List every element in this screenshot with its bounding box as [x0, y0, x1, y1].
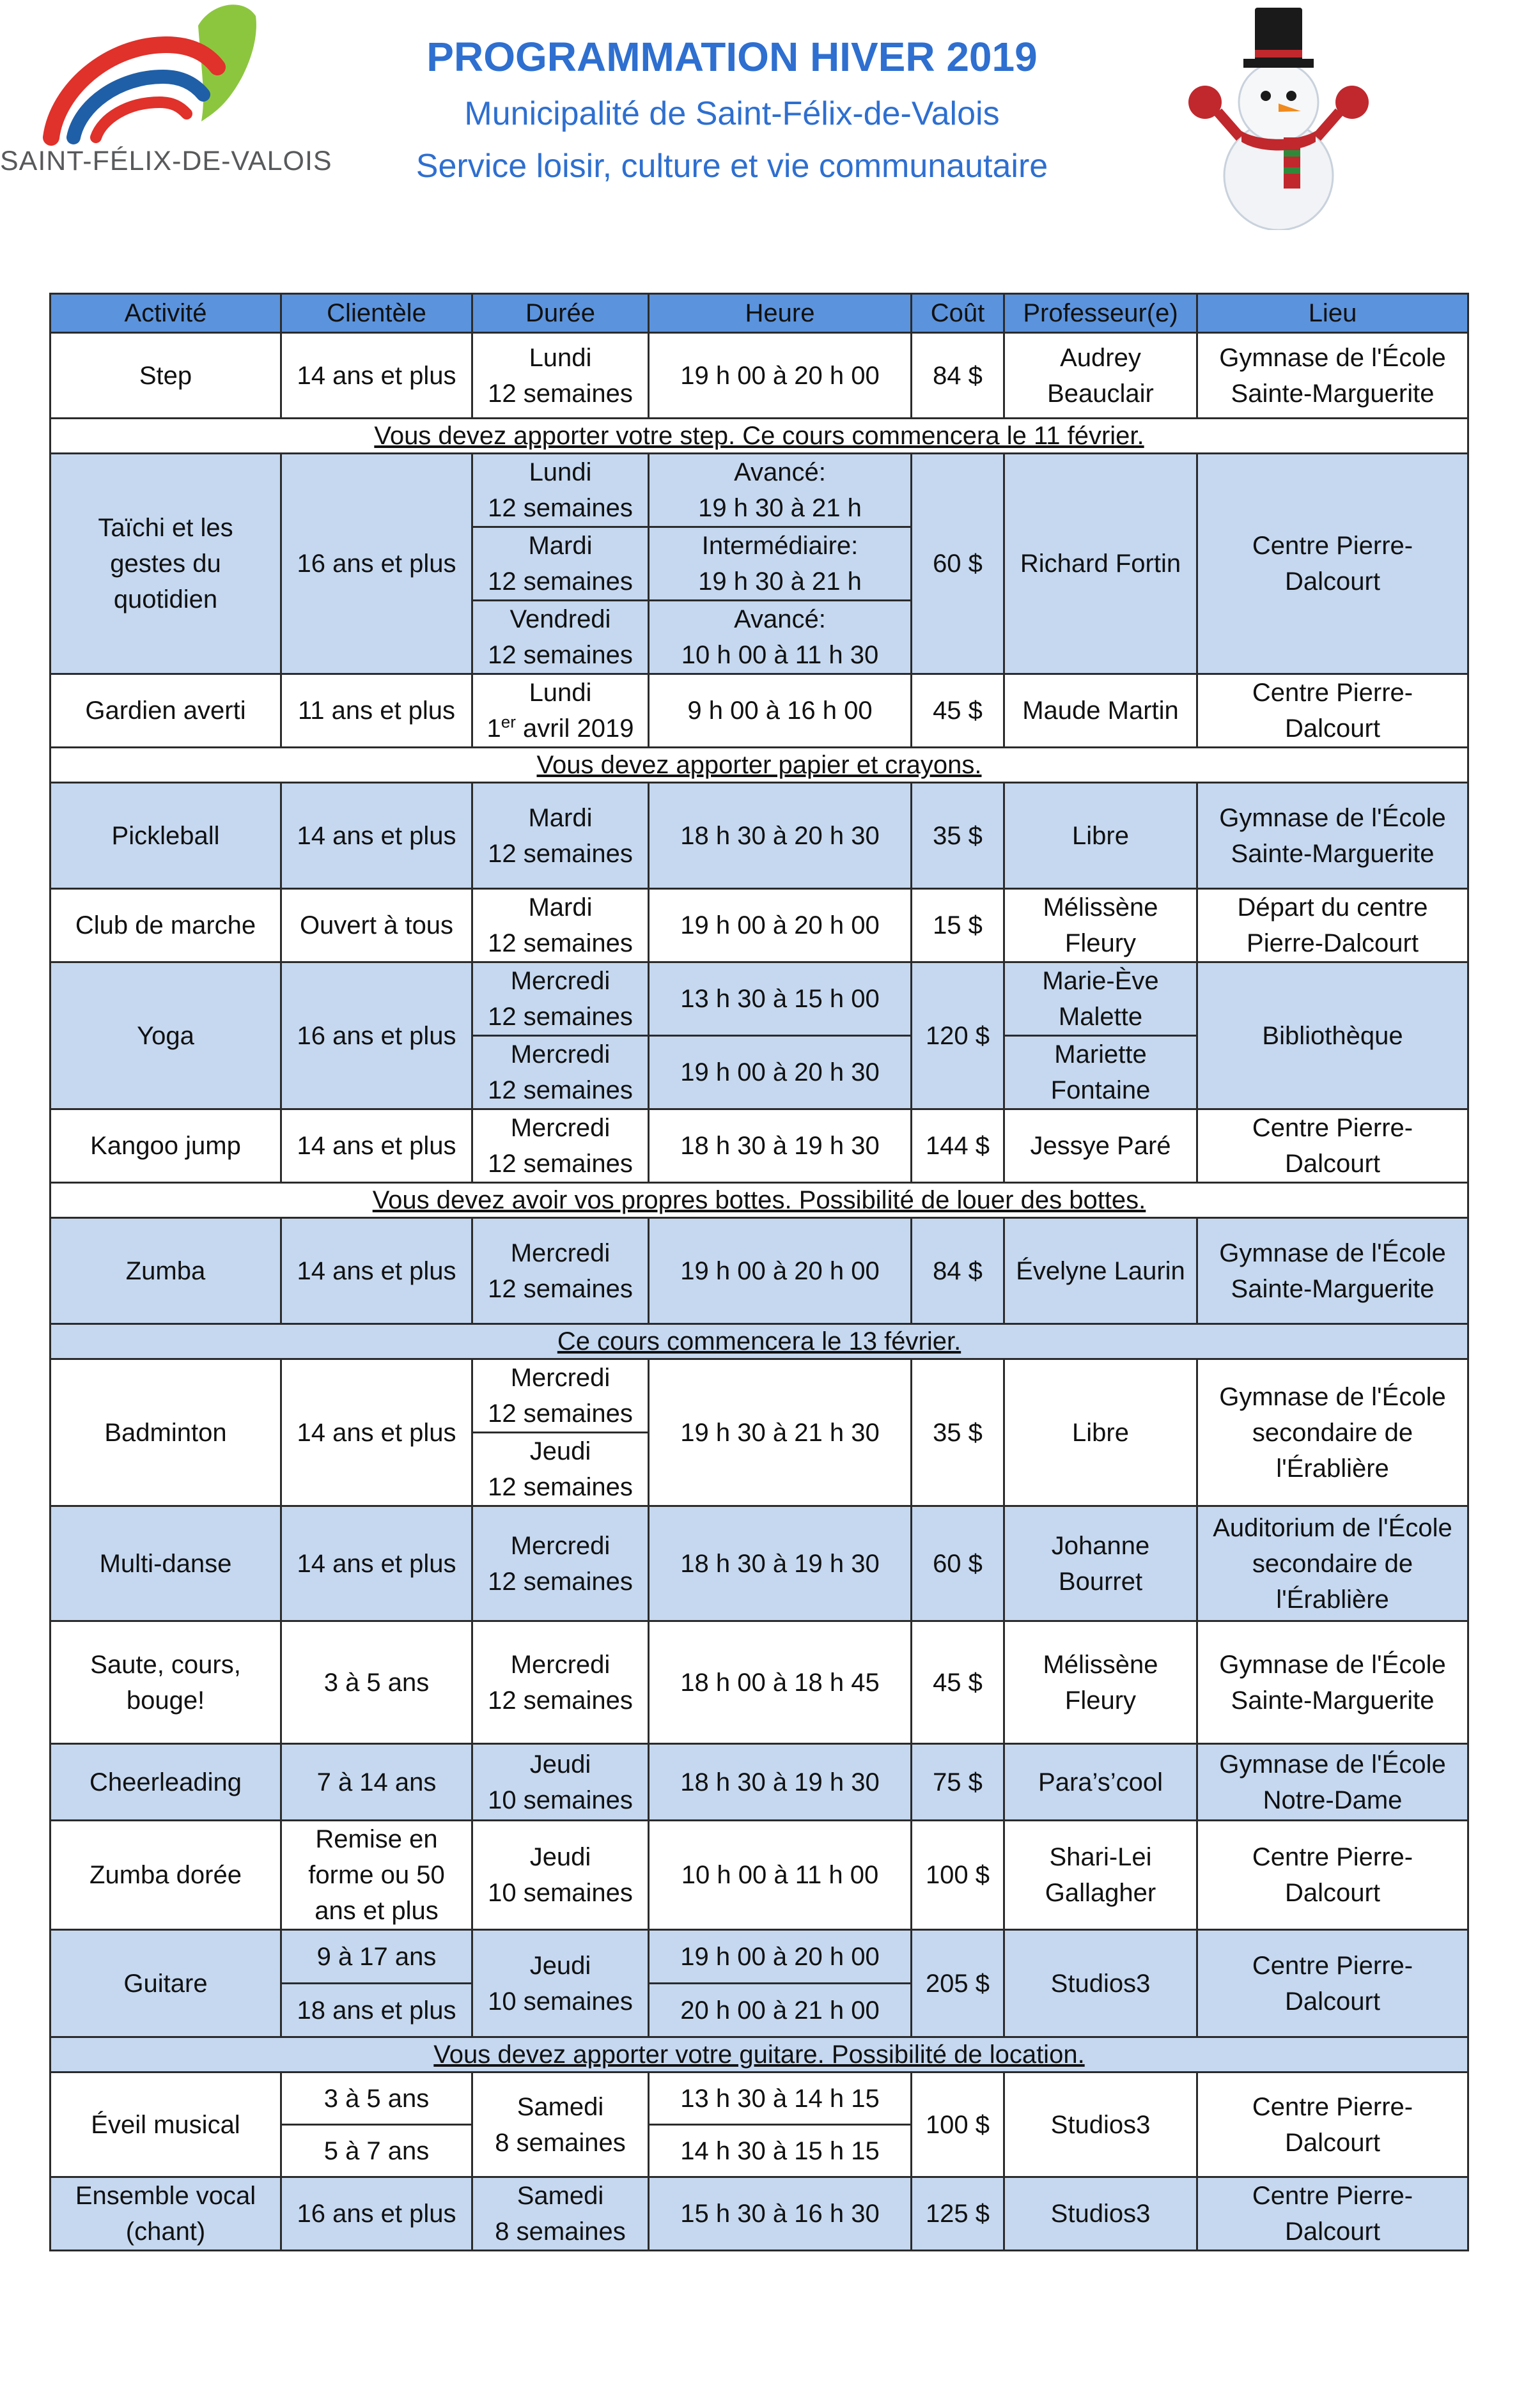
cell-heure: 19 h 00 à 20 h 00	[649, 889, 912, 962]
cell-duree: Samedi 8 semaines	[472, 2177, 649, 2251]
cell-duree: Lundi 12 semaines	[472, 454, 649, 527]
cell-activite: Pickleball	[51, 783, 281, 889]
cell-heure: 10 h 00 à 11 h 00	[649, 1821, 912, 1930]
cell-heure: Avancé: 10 h 00 à 11 h 30	[649, 601, 912, 674]
cell-lieu: Auditorium de l'École secondaire de l'Érablière	[1197, 1506, 1468, 1621]
note-text: Vous devez apporter votre step. Ce cours commencera le 11 février.	[51, 419, 1468, 454]
note-text: Vous devez apporter votre guitare. Possibilité de location.	[51, 2037, 1468, 2072]
note-text: Ce cours commencera le 13 février.	[51, 1324, 1468, 1359]
duree-length: 12 semaines	[488, 379, 633, 408]
cell-professeur: Johanne Bourret	[1004, 1506, 1197, 1621]
cell-lieu: Départ du centre Pierre-Dalcourt	[1197, 889, 1468, 962]
cell-duree: Mardi 12 semaines	[472, 527, 649, 601]
cell-cout: 45 $	[912, 674, 1004, 748]
table-row	[51, 2177, 1468, 2251]
note-text: Vous devez apporter papier et crayons.	[51, 748, 1468, 783]
logo-text: SAINT-FÉLIX-DE-VALOIS	[0, 146, 332, 176]
duree-day: Lundi	[529, 343, 592, 372]
cell-cout: 35 $	[912, 1359, 1004, 1506]
table-row	[51, 674, 1468, 748]
cell-professeur: Mélissène Fleury	[1004, 1621, 1197, 1744]
bird-logo-icon	[38, 0, 268, 147]
table-row	[51, 1744, 1468, 1821]
cell-lieu: Centre Pierre- Dalcourt	[1197, 1109, 1468, 1183]
cell-clientele: 9 à 17 ans	[281, 1930, 472, 1984]
table-header-row	[51, 294, 1468, 333]
cell-clientele: 18 ans et plus	[281, 1984, 472, 2037]
table-note-row	[51, 419, 1468, 454]
table-note-row	[51, 2037, 1468, 2072]
cell-duree: Mercredi 12 semaines	[472, 1218, 649, 1324]
cell-clientele: 16 ans et plus	[281, 454, 472, 674]
page-subtitle-service: Service loisir, culture et vie communautaire	[416, 148, 1048, 185]
cell-activite: Zumba dorée	[51, 1821, 281, 1930]
cell-heure: 13 h 30 à 14 h 15	[649, 2072, 912, 2125]
duree-date-rest: avril 2019	[515, 714, 634, 743]
cell-professeur: Richard Fortin	[1004, 454, 1197, 674]
cell-lieu: Centre Pierre- Dalcourt	[1197, 674, 1468, 748]
cell-heure: 18 h 00 à 18 h 45	[649, 1621, 912, 1744]
col-header-lieu: Lieu	[1197, 294, 1468, 333]
cell-heure: 14 h 30 à 15 h 15	[649, 2125, 912, 2177]
cell-professeur: Jessye Paré	[1004, 1109, 1197, 1183]
snowman-icon	[1170, 0, 1387, 230]
cell-activite: Taïchi et les gestes du quotidien	[51, 454, 281, 674]
cell-cout: 45 $	[912, 1621, 1004, 1744]
table-row	[51, 2072, 1468, 2125]
cell-heure: 19 h 00 à 20 h 00	[649, 333, 912, 419]
cell-clientele: 14 ans et plus	[281, 783, 472, 889]
cell-clientele: 11 ans et plus	[281, 674, 472, 748]
cell-heure: 18 h 30 à 19 h 30	[649, 1744, 912, 1821]
cell-heure: Avancé: 19 h 30 à 21 h	[649, 454, 912, 527]
cell-heure: Intermédiaire: 19 h 30 à 21 h	[649, 527, 912, 601]
cell-duree: Mercredi 12 semaines	[472, 1359, 649, 1433]
cell-cout: 125 $	[912, 2177, 1004, 2251]
cell-activite: Multi-danse	[51, 1506, 281, 1621]
table-row	[51, 1218, 1468, 1324]
cell-professeur: Mariette Fontaine	[1004, 1036, 1197, 1109]
cell-clientele: 14 ans et plus	[281, 1359, 472, 1506]
cell-activite: Club de marche	[51, 889, 281, 962]
cell-activite: Cheerleading	[51, 1744, 281, 1821]
cell-professeur: Marie-Ève Malette	[1004, 962, 1197, 1036]
cell-clientele: 16 ans et plus	[281, 2177, 472, 2251]
table-row	[51, 1930, 1468, 1984]
cell-cout: 84 $	[912, 333, 1004, 419]
cell-clientele: Remise en forme ou 50 ans et plus	[281, 1821, 472, 1930]
cell-lieu: Centre Pierre- Dalcourt	[1197, 2177, 1468, 2251]
cell-heure: 18 h 30 à 19 h 30	[649, 1506, 912, 1621]
cell-cout: 205 $	[912, 1930, 1004, 2037]
cell-duree: Mardi 12 semaines	[472, 889, 649, 962]
col-header-activite: Activité	[51, 294, 281, 333]
cell-cout: 35 $	[912, 783, 1004, 889]
cell-cout: 60 $	[912, 454, 1004, 674]
cell-professeur: Libre	[1004, 1359, 1197, 1506]
cell-clientele: 7 à 14 ans	[281, 1744, 472, 1821]
cell-activite: Kangoo jump	[51, 1109, 281, 1183]
col-header-professeur: Professeur(e)	[1004, 294, 1197, 333]
page-title: PROGRAMMATION HIVER 2019	[426, 34, 1038, 80]
cell-professeur: Shari-Lei Gallagher	[1004, 1821, 1197, 1930]
cell-lieu: Gymnase de l'École Sainte-Marguerite	[1197, 783, 1468, 889]
cell-duree: Vendredi 12 semaines	[472, 601, 649, 674]
cell-duree: Samedi 8 semaines	[472, 2072, 649, 2177]
cell-clientele: 5 à 7 ans	[281, 2125, 472, 2177]
page-subtitle-municipality: Municipalité de Saint-Félix-de-Valois	[464, 95, 1000, 132]
cell-heure: 13 h 30 à 15 h 00	[649, 962, 912, 1036]
cell-duree	[472, 333, 649, 419]
cell-duree: Jeudi 10 semaines	[472, 1821, 649, 1930]
cell-heure: 19 h 00 à 20 h 00	[649, 1930, 912, 1984]
cell-activite: Step	[51, 333, 281, 419]
cell-duree: Mercredi 12 semaines	[472, 1621, 649, 1744]
cell-professeur: Para’s’cool	[1004, 1744, 1197, 1821]
cell-activite: Gardien averti	[51, 674, 281, 748]
table-row	[51, 962, 1468, 1036]
cell-duree: Mercredi 12 semaines	[472, 1109, 649, 1183]
cell-lieu: Bibliothèque	[1197, 962, 1468, 1109]
cell-clientele: 14 ans et plus	[281, 1218, 472, 1324]
cell-professeur: Audrey Beauclair	[1004, 333, 1197, 419]
cell-lieu: Gymnase de l'École secondaire de l'Érablière	[1197, 1359, 1468, 1506]
table-row	[51, 1821, 1468, 1930]
cell-clientele: 14 ans et plus	[281, 1506, 472, 1621]
cell-clientele: 14 ans et plus	[281, 333, 472, 419]
cell-duree: Mercredi 12 semaines	[472, 1036, 649, 1109]
table-note-row	[51, 1324, 1468, 1359]
cell-lieu: Centre Pierre- Dalcourt	[1197, 454, 1468, 674]
table-row	[51, 1109, 1468, 1183]
table-row	[51, 1621, 1468, 1744]
cell-activite: Ensemble vocal (chant)	[51, 2177, 281, 2251]
table-row	[51, 1359, 1468, 1433]
cell-heure: 18 h 30 à 20 h 30	[649, 783, 912, 889]
cell-heure: 19 h 00 à 20 h 00	[649, 1218, 912, 1324]
table-row	[51, 889, 1468, 962]
duree-date-day: 1	[486, 714, 501, 743]
cell-activite: Éveil musical	[51, 2072, 281, 2177]
cell-professeur: Mélissène Fleury	[1004, 889, 1197, 962]
program-table	[49, 293, 1469, 2251]
cell-professeur: Maude Martin	[1004, 674, 1197, 748]
cell-activite: Badminton	[51, 1359, 281, 1506]
cell-duree: Mercredi 12 semaines	[472, 1506, 649, 1621]
cell-lieu: Centre Pierre- Dalcourt	[1197, 2072, 1468, 2177]
cell-activite: Guitare	[51, 1930, 281, 2037]
cell-professeur: Studios3	[1004, 2072, 1197, 2177]
cell-cout: 120 $	[912, 962, 1004, 1109]
cell-lieu: Gymnase de l'École Sainte-Marguerite	[1197, 333, 1468, 419]
cell-activite: Saute, cours, bouge!	[51, 1621, 281, 1744]
col-header-heure: Heure	[649, 294, 912, 333]
table-row	[51, 1506, 1468, 1621]
cell-professeur: Studios3	[1004, 2177, 1197, 2251]
cell-cout: 84 $	[912, 1218, 1004, 1324]
table-row	[51, 333, 1468, 419]
cell-lieu: Gymnase de l'École Notre-Dame	[1197, 1744, 1468, 1821]
cell-lieu: Centre Pierre- Dalcourt	[1197, 1821, 1468, 1930]
cell-lieu: Gymnase de l'École Sainte-Marguerite	[1197, 1621, 1468, 1744]
cell-heure: 15 h 30 à 16 h 30	[649, 2177, 912, 2251]
cell-heure: 19 h 30 à 21 h 30	[649, 1359, 912, 1506]
cell-professeur: Libre	[1004, 783, 1197, 889]
cell-heure: 9 h 00 à 16 h 00	[649, 674, 912, 748]
cell-activite: Zumba	[51, 1218, 281, 1324]
table-row	[51, 454, 1468, 527]
cell-clientele: 3 à 5 ans	[281, 2072, 472, 2125]
cell-cout: 60 $	[912, 1506, 1004, 1621]
cell-clientele: 3 à 5 ans	[281, 1621, 472, 1744]
cell-clientele: 14 ans et plus	[281, 1109, 472, 1183]
cell-duree: Jeudi 10 semaines	[472, 1930, 649, 2037]
cell-heure: 19 h 00 à 20 h 30	[649, 1036, 912, 1109]
table-note-row	[51, 1183, 1468, 1218]
cell-cout: 75 $	[912, 1744, 1004, 1821]
cell-professeur: Évelyne Laurin	[1004, 1218, 1197, 1324]
duree-day: Lundi	[529, 679, 592, 707]
cell-clientele: Ouvert à tous	[281, 889, 472, 962]
cell-cout: 100 $	[912, 2072, 1004, 2177]
cell-heure: 20 h 00 à 21 h 00	[649, 1984, 912, 2037]
table-row	[51, 783, 1468, 889]
note-text: Vous devez avoir vos propres bottes. Possibilité de louer des bottes.	[51, 1183, 1468, 1218]
municipality-logo	[0, 0, 332, 192]
cell-clientele: 16 ans et plus	[281, 962, 472, 1109]
cell-duree: Mercredi 12 semaines	[472, 962, 649, 1036]
cell-duree: Mardi 12 semaines	[472, 783, 649, 889]
cell-lieu: Centre Pierre- Dalcourt	[1197, 1930, 1468, 2037]
cell-lieu: Gymnase de l'École Sainte-Marguerite	[1197, 1218, 1468, 1324]
cell-cout: 100 $	[912, 1821, 1004, 1930]
cell-duree: Jeudi 10 semaines	[472, 1744, 649, 1821]
col-header-clientele: Clientèle	[281, 294, 472, 333]
col-header-cout: Coût	[912, 294, 1004, 333]
cell-professeur: Studios3	[1004, 1930, 1197, 2037]
cell-heure: 18 h 30 à 19 h 30	[649, 1109, 912, 1183]
table-note-row	[51, 748, 1468, 783]
cell-duree: Jeudi 12 semaines	[472, 1433, 649, 1506]
col-header-duree: Durée	[472, 294, 649, 333]
cell-cout: 144 $	[912, 1109, 1004, 1183]
cell-duree	[472, 674, 649, 748]
cell-cout: 15 $	[912, 889, 1004, 962]
cell-activite: Yoga	[51, 962, 281, 1109]
duree-date-sup: er	[501, 712, 516, 732]
